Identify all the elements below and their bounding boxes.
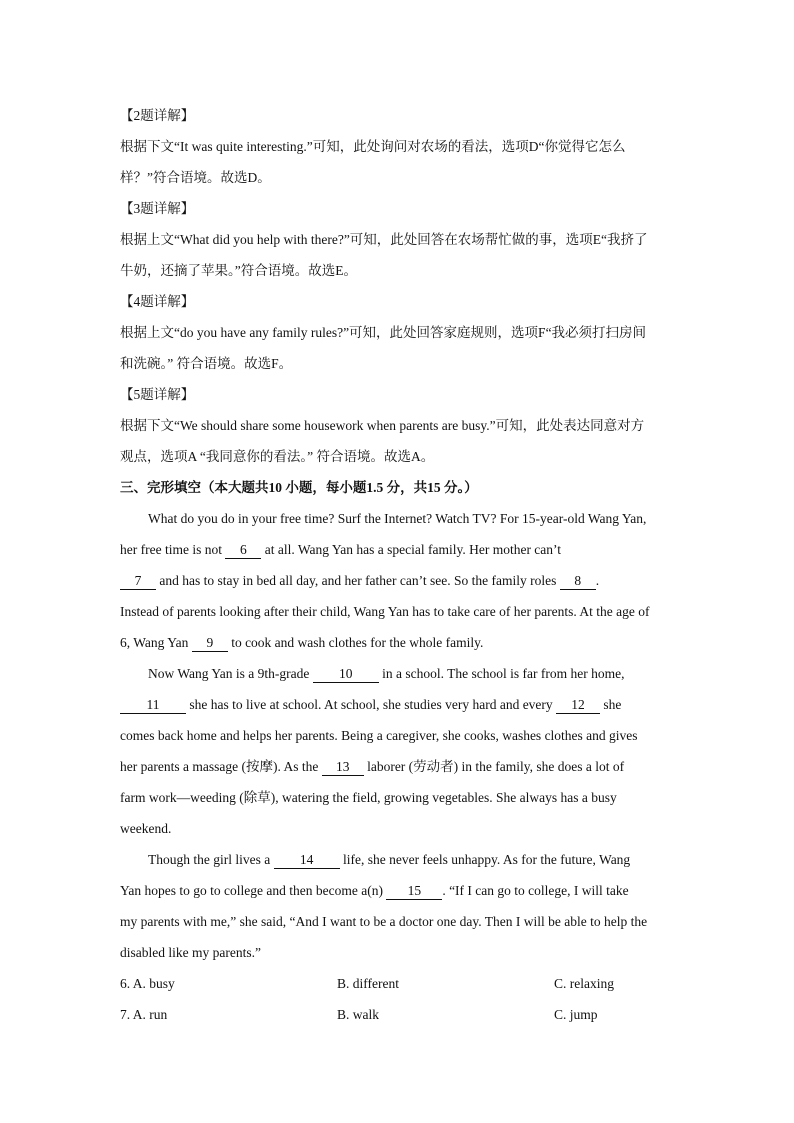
blank-13: 13: [322, 759, 364, 776]
blank-14: 14: [274, 852, 340, 869]
answer-text-line: 根据下文“It was quite interesting.”可知，此处询问对农场的看法，选项D“你觉得它怎么: [120, 139, 626, 154]
passage-line: 11 she has to live at school. At school, she studies very hard and every 12 she: [120, 689, 676, 720]
answer-text-line: 牛奶，还摘了苹果。”符合语境。故选E。: [120, 263, 357, 278]
question-options: [120, 968, 676, 1030]
blank-12: 12: [556, 697, 600, 714]
passage-line: disabled like my parents.”: [120, 945, 261, 960]
passage-line: her free time is not 6 at all. Wang Yan has a special family. Her mother can’t: [120, 542, 562, 557]
blank-15: 15: [386, 883, 442, 900]
answer-text-line: 和洗碗。” 符合语境。故选F。: [120, 356, 293, 371]
answer-heading: 【2题详解】: [120, 108, 195, 123]
answer-text-line: 观点，选项A “我同意你的看法。” 符合语境。故选A。: [120, 449, 435, 464]
answer-explanation-4: [120, 286, 676, 379]
passage-line: 6, Wang Yan 9 to cook and wash clothes for the whole family.: [120, 635, 484, 650]
option-a: 6. A. busy: [120, 976, 175, 991]
blank-8: 8: [560, 573, 596, 590]
option-c: C. jump: [554, 1007, 598, 1022]
section-title: 三、完形填空（本大题共10 小题，每小题1.5 分，共15 分。）: [120, 480, 478, 495]
question-7-options: [120, 999, 676, 1030]
blank-11: 11: [120, 697, 186, 714]
blank-7: 7: [120, 573, 156, 590]
passage-line: weekend.: [120, 821, 172, 836]
blank-10: 10: [313, 666, 379, 683]
passage-line: her parents a massage (按摩). As the 13 laborer (劳动者) in the family, she does a lot of: [120, 759, 625, 774]
question-6-options: [120, 968, 676, 999]
passage-line: farm work—weeding (除草), watering the field, growing vegetables. She always has a busy: [120, 790, 617, 805]
passage-line: Instead of parents looking after their child, Wang Yan has to take care of her parents. At the age of: [120, 604, 650, 619]
answer-text-line: 根据下文“We should share some housework when parents are busy.”可知，此处表达同意对方: [120, 418, 645, 433]
answer-heading: 【4题详解】: [120, 294, 195, 309]
option-b: B. different: [337, 976, 399, 991]
blank-6: 6: [225, 542, 261, 559]
option-b: B. walk: [337, 1007, 379, 1022]
answer-heading: 【5题详解】: [120, 387, 195, 402]
answer-text-line: 根据上文“What did you help with there?”可知，此处回答在农场帮忙做的事，选项E“我挤了: [120, 232, 648, 247]
answer-explanation-2: [120, 100, 676, 193]
answer-explanation-5: [120, 379, 676, 472]
cloze-passage: [120, 503, 676, 968]
answer-heading: 【3题详解】: [120, 201, 195, 216]
passage-line: Now Wang Yan is a 9th-grade 10 in a school. The school is far from her home,: [148, 666, 625, 681]
answer-text-line: 样？”符合语境。故选D。: [120, 170, 271, 185]
document-page: [120, 100, 676, 1030]
passage-line: Though the girl lives a 14 life, she never feels unhappy. As for the future, Wang: [148, 852, 631, 867]
answer-explanation-3: [120, 193, 676, 286]
passage-line: Yan hopes to go to college and then become a(n) 15 . “If I can go to college, I will take: [120, 883, 629, 898]
passage-line: What do you do in your free time? Surf the Internet? Watch TV? For 15-year-old Wang Yan,: [148, 511, 647, 526]
option-a: 7. A. run: [120, 1007, 168, 1022]
blank-9: 9: [192, 635, 228, 652]
option-c: C. relaxing: [554, 976, 614, 991]
passage-line: comes back home and helps her parents. Being a caregiver, she cooks, washes clothes and gives: [120, 728, 638, 743]
passage-line: 7 and has to stay in bed all day, and her father can’t see. So the family roles 8 .: [120, 565, 676, 596]
answer-text-line: 根据上文“do you have any family rules?”可知，此处回答家庭规则，选项F“我必须打扫房间: [120, 325, 647, 340]
passage-line: my parents with me,” she said, “And I want to be a doctor one day. Then I will be able to help the: [120, 914, 648, 929]
